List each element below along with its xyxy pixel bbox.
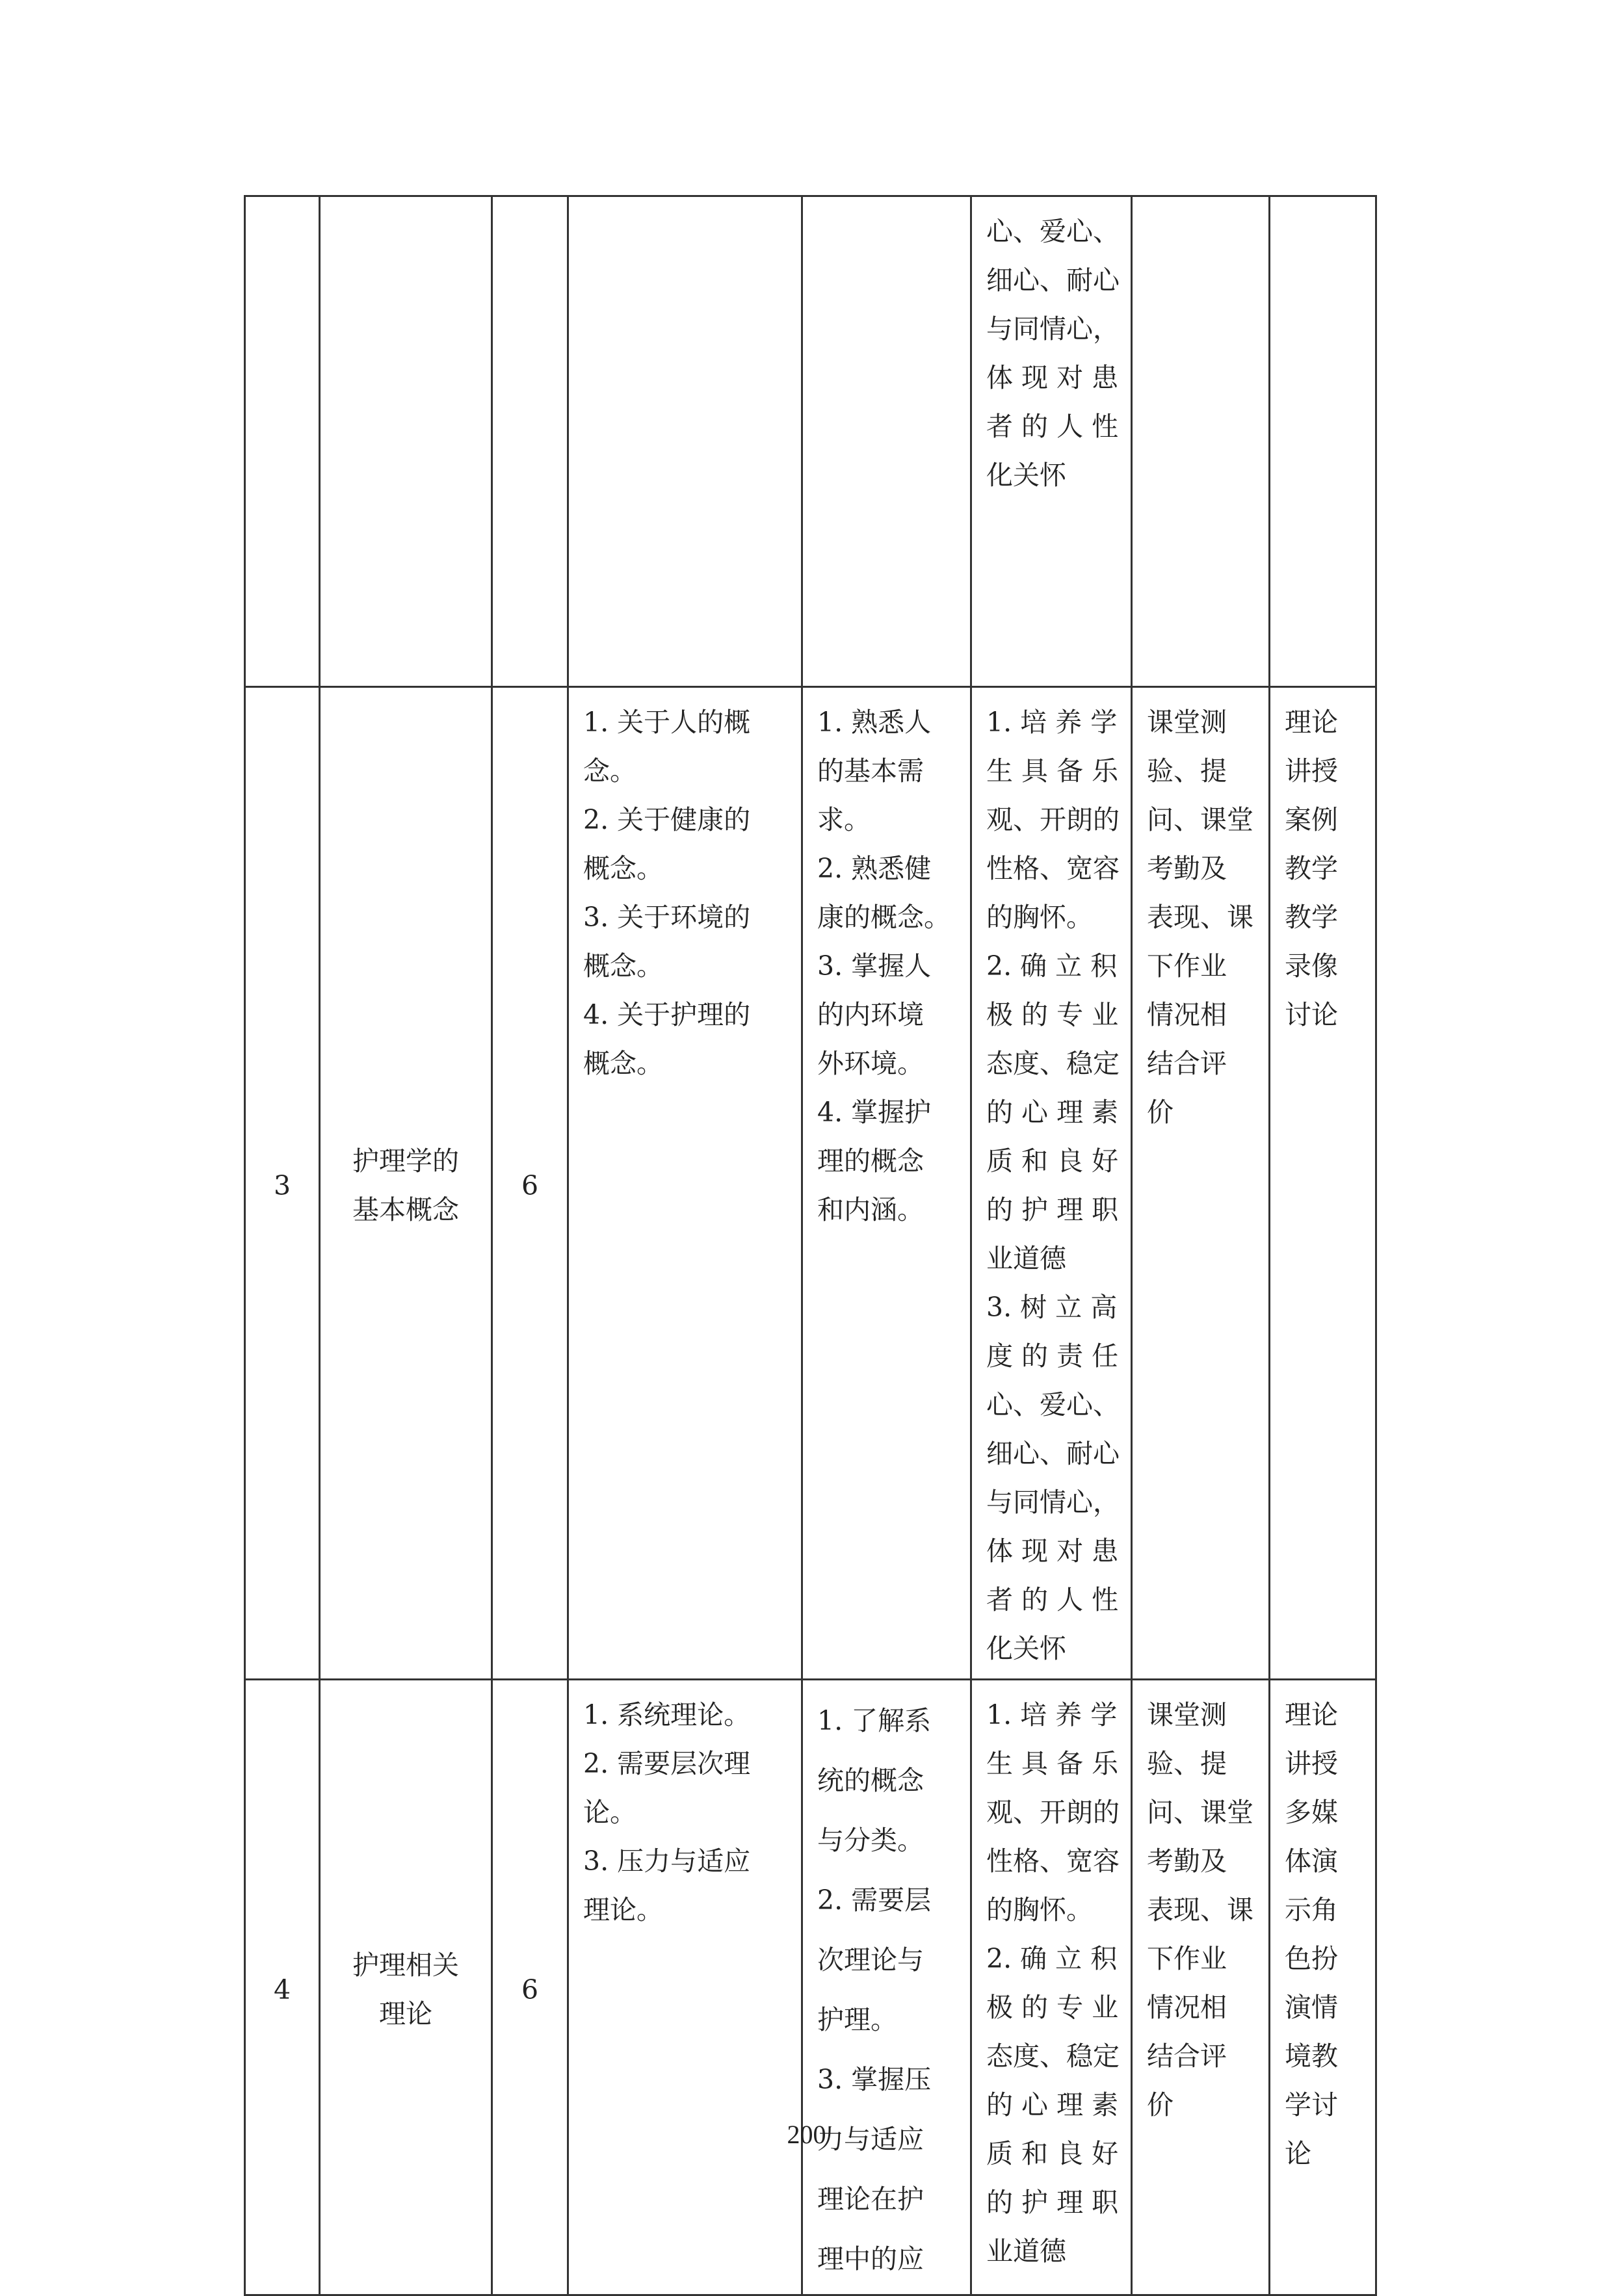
cell-text-line: 2. 需要层次理: [583, 1748, 751, 1779]
cell-text-line: 1. 关于人的概: [583, 707, 751, 738]
cell-text-line: 外环境。: [817, 1048, 924, 1079]
cell-text-line: 2. 熟悉健: [817, 853, 932, 884]
hours-cell: [492, 196, 568, 687]
cell-text-line: 问、课堂: [1147, 804, 1253, 835]
cell-text-line: 的胸怀。: [986, 902, 1093, 933]
cell-text-line: 基本概念: [352, 1194, 459, 1225]
cell-text-line: 2. 确 立 积: [986, 1943, 1118, 1974]
cell-text-line: 论。: [583, 1797, 636, 1828]
cell-text-line: 结合评: [1147, 2041, 1227, 2072]
cell-text-line: 学讨: [1285, 2089, 1338, 2120]
cell-text-line: 者 的 人 性: [986, 411, 1119, 442]
cell-text-line: 4. 关于护理的: [583, 999, 751, 1030]
cell-text-line: 的胸怀。: [986, 1894, 1093, 1925]
cell-text-line: 极 的 专 业: [986, 1992, 1119, 2023]
teaching-requirements-cell: [802, 687, 971, 1680]
cell-text-line: 3. 关于环境的: [583, 902, 751, 933]
cell-text-line: 验、提: [1147, 1748, 1227, 1779]
assessment-cell: [1132, 1680, 1270, 2295]
teaching-content-cell: [568, 687, 802, 1680]
cell-text-line: 下作业: [1147, 950, 1227, 982]
cell-text-line: 理论: [379, 1998, 432, 2029]
cell-text-line: 体 现 对 患: [986, 362, 1119, 393]
cell-text-line: 性格、宽容: [986, 853, 1120, 884]
cell-text-line: 化关怀: [986, 1633, 1066, 1664]
cell-text-line: 极 的 专 业: [986, 999, 1119, 1030]
cell-text-line: 力与适应: [817, 2124, 924, 2155]
cell-text-line: 理论: [1285, 1699, 1338, 1730]
cell-text-line: 6: [521, 1169, 539, 1201]
hours-cell: [492, 687, 568, 1680]
cell-text-line: 1. 培 养 学: [986, 707, 1118, 738]
cell-text-line: 的 护 理 职: [986, 1194, 1119, 1225]
cell-text-line: 统的概念: [817, 1765, 924, 1796]
cell-text-line: 和内涵。: [817, 1194, 924, 1225]
cell-text-line: 体演: [1285, 1846, 1338, 1877]
cell-text-line: 理论在护: [817, 2184, 924, 2215]
cell-text-line: 4. 掌握护: [817, 1097, 932, 1128]
cell-text-line: 生 具 备 乐: [986, 1748, 1119, 1779]
hours-cell: [492, 1680, 568, 2295]
cell-text-line: 心、爱心、: [986, 1389, 1120, 1420]
cell-text-line: 质 和 良 好: [986, 1145, 1119, 1177]
table-row: [245, 1680, 1376, 2295]
cell-text-line: 概念。: [583, 950, 663, 982]
cell-text-line: 理论: [1285, 707, 1338, 738]
table-row: [245, 196, 1376, 687]
cell-text-line: 色扮: [1285, 1943, 1338, 1974]
teaching-content-cell: [568, 196, 802, 687]
cell-text-line: 3. 掌握压: [817, 2064, 932, 2095]
quality-goals-cell: [971, 1680, 1132, 2295]
row-number: [245, 1680, 320, 2295]
cell-text-line: 考勤及: [1147, 853, 1227, 884]
cell-text-line: 心、爱心、: [986, 216, 1120, 247]
cell-text-line: 6: [521, 1974, 539, 2005]
teaching-method-cell: [1270, 196, 1376, 687]
cell-text-line: 表现、课: [1147, 902, 1253, 933]
assessment-cell: [1132, 687, 1270, 1680]
cell-text-line: 1. 了解系: [817, 1705, 932, 1736]
teaching-requirements-cell: [802, 1680, 971, 2295]
cell-text-line: 次理论与: [817, 1944, 924, 1976]
quality-goals-cell: [971, 687, 1132, 1680]
cell-text-line: 多媒: [1285, 1797, 1338, 1828]
cell-text-line: 的 护 理 职: [986, 2187, 1119, 2218]
cell-text-line: 的 心 理 素: [986, 1097, 1119, 1128]
teaching-requirements-cell: [802, 196, 971, 687]
cell-text-line: 验、提: [1147, 755, 1227, 787]
unit-name: [320, 1680, 492, 2295]
cell-text-line: 1. 系统理论。: [583, 1699, 751, 1730]
cell-text-line: 表现、课: [1147, 1894, 1253, 1925]
cell-text-line: 性格、宽容: [986, 1846, 1120, 1877]
cell-text-line: 1. 培 养 学: [986, 1699, 1118, 1730]
cell-text-line: 态度、稳定: [986, 1048, 1120, 1079]
cell-text-line: 求。: [817, 804, 871, 835]
row-number: [245, 687, 320, 1680]
cell-text-line: 3. 掌握人: [817, 950, 932, 982]
cell-text-line: 概念。: [583, 1048, 663, 1079]
assessment-cell: [1132, 196, 1270, 687]
cell-text-line: 生 具 备 乐: [986, 755, 1119, 787]
cell-text-line: 细心、耐心: [986, 265, 1120, 296]
cell-text-line: 体 现 对 患: [986, 1535, 1119, 1567]
cell-text-line: 录像: [1285, 950, 1338, 982]
cell-text-line: 3: [273, 1169, 291, 1201]
cell-text-line: 下作业: [1147, 1943, 1227, 1974]
cell-text-line: 护理学的: [352, 1145, 459, 1177]
quality-goals-cell: [971, 196, 1132, 687]
row-number: [245, 196, 320, 687]
cell-text-line: 情况相: [1147, 999, 1227, 1030]
cell-text-line: 业道德: [986, 1243, 1066, 1274]
cell-text-line: 观、开朗的: [986, 804, 1120, 835]
cell-text-line: 3. 压力与适应: [583, 1846, 751, 1877]
cell-text-line: 演情: [1285, 1992, 1338, 2023]
cell-text-line: 业道德: [986, 2236, 1066, 2267]
cell-text-line: 课堂测: [1147, 707, 1227, 738]
cell-text-line: 教学: [1285, 902, 1338, 933]
cell-text-line: 教学: [1285, 853, 1338, 884]
cell-text-line: 示角: [1285, 1894, 1338, 1925]
table-body: [245, 196, 1376, 2295]
cell-text-line: 论: [1285, 2138, 1311, 2169]
cell-text-line: 者 的 人 性: [986, 1584, 1119, 1615]
cell-text-line: 结合评: [1147, 1048, 1227, 1079]
cell-text-line: 3. 树 立 高: [986, 1292, 1118, 1323]
cell-text-line: 4: [273, 1974, 291, 2005]
cell-text-line: 观、开朗的: [986, 1797, 1120, 1828]
cell-text-line: 概念。: [583, 853, 663, 884]
cell-text-line: 度 的 责 任: [986, 1340, 1119, 1372]
cell-text-line: 价: [1147, 1097, 1174, 1128]
cell-text-line: 案例: [1285, 804, 1338, 835]
cell-text-line: 讲授: [1285, 755, 1338, 787]
cell-text-line: 考勤及: [1147, 1846, 1227, 1877]
table-row: [245, 687, 1376, 1680]
curriculum-table: [244, 195, 1377, 2296]
cell-text-line: 1. 熟悉人: [817, 707, 932, 738]
teaching-method-cell: [1270, 1680, 1376, 2295]
cell-text-line: 理论。: [583, 1894, 663, 1925]
cell-text-line: 讨论: [1285, 999, 1338, 1030]
cell-text-line: 态度、稳定: [986, 2041, 1120, 2072]
cell-text-line: 的 心 理 素: [986, 2089, 1119, 2120]
page-number: 200: [787, 2120, 826, 2149]
cell-text-line: 与同情心，: [986, 1487, 1120, 1518]
cell-text-line: 理的概念: [817, 1145, 924, 1177]
cell-text-line: 价: [1147, 2089, 1174, 2120]
cell-text-line: 康的概念。: [817, 902, 951, 933]
teaching-content-cell: [568, 1680, 802, 2295]
cell-text-line: 与分类。: [817, 1825, 924, 1856]
cell-text-line: 讲授: [1285, 1748, 1338, 1779]
cell-text-line: 护理相关: [352, 1950, 459, 1981]
cell-text-line: 课堂测: [1147, 1699, 1227, 1730]
cell-text-line: 2. 确 立 积: [986, 950, 1118, 982]
cell-text-line: 的基本需: [817, 755, 924, 787]
cell-text-line: 问、课堂: [1147, 1797, 1253, 1828]
cell-text-line: 念。: [583, 755, 636, 787]
cell-text-line: 与同情心，: [986, 313, 1120, 345]
teaching-method-cell: [1270, 687, 1376, 1680]
unit-name: [320, 687, 492, 1680]
cell-text-line: 2. 关于健康的: [583, 804, 751, 835]
cell-text-line: 的内环境: [817, 999, 924, 1030]
cell-text-line: 质 和 良 好: [986, 2138, 1119, 2169]
cell-text-line: 境教: [1285, 2041, 1338, 2072]
unit-name: [320, 196, 492, 687]
cell-text-line: 理中的应: [817, 2243, 924, 2275]
cell-text-line: 细心、耐心: [986, 1438, 1120, 1469]
cell-text-line: 2. 需要层: [817, 1885, 932, 1916]
cell-text-line: 化关怀: [986, 460, 1066, 491]
cell-text-line: 护理。: [817, 2004, 897, 2035]
cell-text-line: 情况相: [1147, 1992, 1227, 2023]
